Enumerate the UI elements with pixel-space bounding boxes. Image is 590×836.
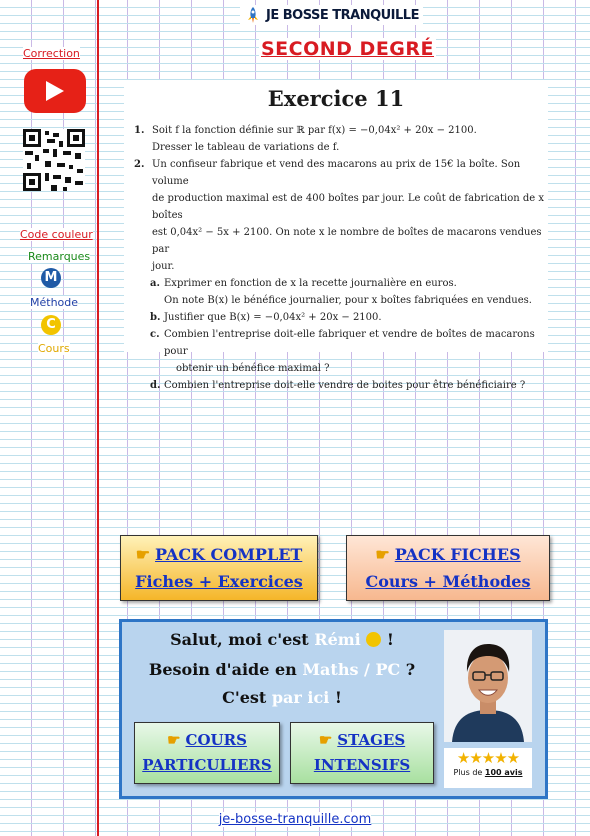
promo-text: !: [329, 688, 342, 707]
promo-link[interactable]: par ici: [271, 688, 330, 707]
star-rating-icon: ★★★★★: [444, 748, 532, 768]
question-number: 2.: [134, 159, 145, 170]
subquestion-letter: b.: [150, 312, 161, 323]
subquestion-c: [124, 326, 548, 377]
promo-subjects: Maths / PC: [302, 660, 401, 679]
exercise-title: Exercice 11: [267, 86, 405, 111]
cours-label: Cours: [38, 342, 70, 355]
pointing-hand-icon: ☛: [318, 731, 333, 749]
wink-emoji-icon: [366, 632, 381, 647]
brand-name: JE BOSSE TRANQUILLE: [266, 7, 419, 23]
exercise-card: [124, 80, 548, 391]
cours-particuliers-button[interactable]: [134, 722, 280, 784]
promo-cta: [122, 688, 442, 707]
question-text: de production maximal est de 400 boîtes par jour. Le coût de fabrication de x boîtes: [152, 193, 544, 221]
subquestion-d: [124, 377, 548, 394]
subquestion-b: [124, 309, 548, 326]
promo-greeting: [122, 630, 442, 649]
tutor-photo: [444, 630, 532, 742]
subquestion-text: obtenir un bénéfice maximal ?: [176, 363, 330, 374]
question-text: est 0,04x² − 5x + 2100. On note x le nombre de boîtes de macarons vendues par: [152, 227, 542, 255]
promo-text: Salut, moi c'est: [170, 630, 315, 649]
reviews-link[interactable]: 100 avis: [484, 768, 523, 777]
question-number: 1.: [134, 125, 145, 136]
promo-text: Besoin d'aide en: [148, 660, 303, 679]
subquestion-letter: d.: [150, 380, 161, 391]
pack-fiches-subtitle: Cours + Méthodes: [365, 572, 531, 591]
reviews-prefix: Plus de: [453, 768, 485, 777]
promo-text: ?: [400, 660, 416, 679]
pack-complet-subtitle: Fiches + Exercices: [135, 572, 303, 591]
question-text: Soit f la fonction définie sur ℝ par f(x) = −0,04x² + 20x − 2100.: [152, 125, 477, 136]
pointing-hand-icon: ☛: [375, 545, 390, 564]
subquestion-a: [124, 275, 548, 309]
question-text: Dresser le tableau de variations de f.: [152, 142, 340, 153]
code-couleur-label: Code couleur: [20, 228, 93, 241]
stages-intensifs-line2: INTENSIFS: [313, 756, 411, 774]
reviews-count: [444, 768, 532, 777]
subquestion-text: Combien l'entreprise doit-elle fabriquer et vendre de boîtes de macarons pour: [164, 329, 535, 357]
rocket-icon: [244, 6, 262, 24]
methode-badge-icon: M: [41, 268, 61, 288]
pointing-hand-icon: ☛: [167, 731, 181, 749]
qr-code-icon[interactable]: [23, 129, 85, 191]
rating-badge[interactable]: [444, 748, 532, 788]
promo-need-help: [122, 660, 442, 679]
website-link[interactable]: [0, 812, 590, 827]
subquestion-letter: c.: [150, 329, 160, 340]
pack-complet-title: PACK COMPLET: [155, 545, 303, 564]
cours-badge-icon: C: [41, 315, 61, 335]
cours-particuliers-line1: COURS: [185, 731, 247, 749]
stages-intensifs-line1: STAGES: [337, 731, 406, 749]
subquestion-text: On note B(x) le bénéfice journalier, pour x boîtes fabriquées en vendues.: [164, 295, 532, 306]
question-text: Un confiseur fabrique et vend des macarons au prix de 15€ la boîte. Son volume: [152, 159, 521, 187]
question-2: [124, 156, 548, 275]
methode-label: Méthode: [30, 296, 79, 309]
tutor-name: Rémi: [314, 630, 361, 649]
pointing-hand-icon: ☛: [135, 545, 151, 564]
stages-intensifs-button[interactable]: [290, 722, 434, 784]
promo-text: !: [381, 630, 394, 649]
tutor-promo-box: [119, 619, 548, 799]
youtube-play-icon[interactable]: [24, 69, 86, 113]
page-title: SECOND DEGRÉ: [261, 38, 435, 60]
brand-header[interactable]: [240, 5, 423, 25]
subquestion-text: Combien l'entreprise doit-elle vendre de boites pour être bénéficiaire ?: [164, 380, 526, 391]
question-1: [124, 122, 548, 156]
website-link-text[interactable]: je-bosse-tranquille.com: [218, 812, 372, 827]
exercise-body: [124, 122, 548, 394]
pack-fiches-title: PACK FICHES: [394, 545, 521, 564]
correction-label: Correction: [23, 47, 80, 60]
subquestion-text: Exprimer en fonction de x la recette journalière en euros.: [164, 278, 457, 289]
pack-complet-button[interactable]: [120, 535, 318, 601]
pack-fiches-button[interactable]: [346, 535, 550, 601]
promo-text: C'est: [222, 688, 272, 707]
subquestion-text: Justifier que B(x) = −0,04x² + 20x − 2100.: [164, 312, 382, 323]
remarques-label: Remarques: [28, 250, 91, 263]
margin-line: [97, 0, 99, 836]
question-text: jour.: [152, 261, 175, 272]
subquestion-letter: a.: [150, 278, 160, 289]
cours-particuliers-line2: PARTICULIERS: [142, 756, 272, 774]
